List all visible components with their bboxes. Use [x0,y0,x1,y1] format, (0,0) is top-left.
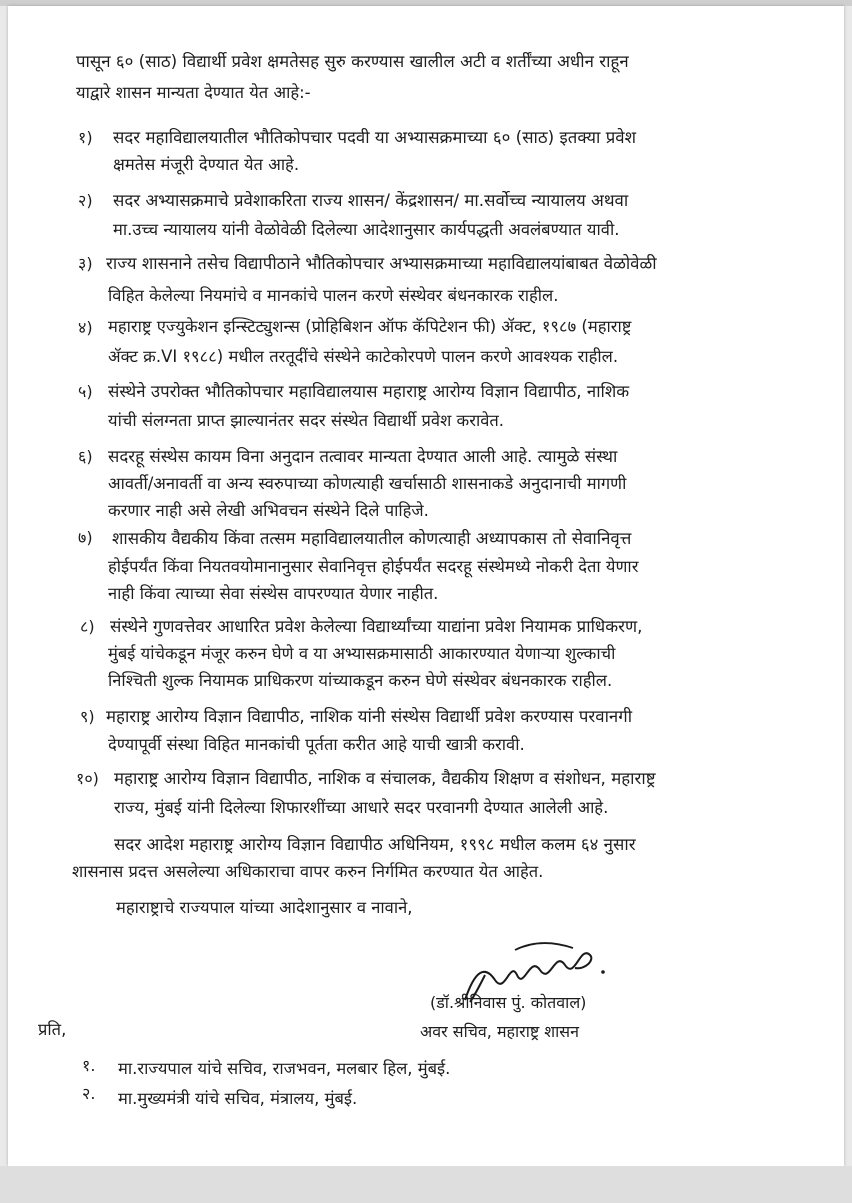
condition-line: करणार नाही असे लेखी अभिवचन संस्थेने दिले पाहिजे. [108,501,429,520]
condition-line: होईपर्यंत किंवा नियतवयोमानानुसार सेवानिवृत्त होईपर्यंत सदरहू संस्थेमध्ये नोकरी देता येणार [108,557,639,576]
signatory-name: (डॉ.श्रीनिवास पुं. कोतवाल) [430,993,587,1012]
recipient-line: मा.राज्यपाल यांचे सचिव, राजभवन, मलबार हिल, मुंबई. [118,1059,451,1078]
scan-bottom-edge [0,1166,852,1203]
condition-number: ५) [78,382,93,401]
condition-number: ६) [78,447,93,466]
condition-line: राज्य शासनाने तसेच विद्यापीठाने भौतिकोपचार अभ्यासक्रमाच्या महाविद्यालयांबाबत वेळोवेळी [106,253,657,273]
intro-line-2: याद्वारे शासन मान्यता देण्यात येत आहे:- [76,83,311,102]
condition-number: २) [78,191,93,210]
to-label: प्रति, [38,1020,67,1039]
condition-line: महाराष्ट्र एज्युकेशन इन्स्टिट्युशन्स (प्रोहिबिशन ऑफ कॅपिटेशन फी) ॲक्ट, १९८७ (महाराष्ट्र [108,317,632,336]
condition-line: मुंबई यांचेकडून मंजूर करुन घेणे व या अभ्यासक्रमासाठी आकारण्यात येणाऱ्या शुल्काची [108,644,616,663]
condition-line: मा.उच्च न्यायालय यांनी वेळोवेळी दिलेल्या आदेशानुसार कार्यपद्धती अवलंबण्यात यावी. [113,220,620,239]
condition-number: ३) [78,254,93,273]
governor-line: महाराष्ट्राचे राज्यपाल यांच्या आदेशानुसार व नावाने, [116,898,413,917]
condition-number: ७) [78,528,93,547]
condition-line: निश्चिती शुल्क नियामक प्राधिकरण यांच्याकडून करुन घेणे संस्थेवर बंधनकारक राहील. [108,671,613,690]
condition-line: आवर्ती/अनावर्ती वा अन्य स्वरुपाच्या कोणत्याही खर्चासाठी शासनाकडे अनुदानाची मागणी [108,474,627,493]
condition-line: महाराष्ट्र आरोग्य विज्ञान विद्यापीठ, नाशिक यांनी संस्थेस विद्यार्थी प्रवेश करण्यास परवानगी [106,706,633,726]
intro-line-1: पासून ६० (साठ) विद्यार्थी प्रवेश क्षमतेसह सुरु करण्यास खालील अटी व शर्तींच्या अधीन राहून [76,51,629,71]
condition-number: १०) [76,769,99,788]
recipient-number: १. [82,1056,96,1075]
condition-line: शासकीय वैद्यकीय किंवा तत्सम महाविद्यालयातील कोणत्याही अध्यापकास तो सेवानिवृत्त [112,528,632,548]
condition-line: क्षमतेस मंजूरी देण्यात येत आहे. [113,155,300,174]
condition-line: विहित केलेल्या नियमांचे व मानकांचे पालन करणे संस्थेवर बंधनकारक राहील. [108,286,559,305]
recipient-line: मा.मुख्यमंत्री यांचे सचिव, मंत्रालय, मुंबई. [118,1089,358,1108]
condition-line: राज्य, मुंबई यांनी दिलेल्या शिफारशींच्या आधारे सदर परवानगी देण्यात आलेली आहे. [114,798,609,817]
order-line-1: सदर आदेश महाराष्ट्र आरोग्य विज्ञान विद्यापीठ अधिनियम, १९९८ मधील कलम ६४ नुसार [114,834,636,854]
condition-line: यांची संलग्नता प्राप्त झाल्यानंतर सदर संस्थेत विद्यार्थी प्रवेश करावेत. [108,411,505,430]
condition-line: सदर महाविद्यालयातील भौतिकोपचार पदवी या अभ्यासक्रमाच्या ६० (साठ) इतक्या प्रवेश [113,127,637,147]
condition-number: ९) [80,707,95,726]
order-line-2: शासनास प्रदत्त असलेल्या अधिकाराचा वापर करुन निर्गमित करण्यात येत आहेत. [72,862,544,881]
condition-line: महाराष्ट्र आरोग्य विज्ञान विद्यापीठ, नाशिक व संचालक, वैद्यकीय शिक्षण व संशोधन, महाराष्ट्र [114,768,656,788]
signatory-designation: अवर सचिव, महाराष्ट्र शासन [420,1022,579,1041]
recipient-number: २. [82,1084,96,1103]
condition-line: संस्थेने उपरोक्त भौतिकोपचार महाविद्यालयास महाराष्ट्र आरोग्य विज्ञान विद्यापीठ, नाशिक [108,381,630,401]
condition-line: ॲक्ट क्र.VI १९८८) मधील तरतूदींचे संस्थेने काटेकोरपणे पालन करणे आवश्यक राहील. [108,347,619,366]
condition-number: ८) [80,617,95,636]
condition-number: १) [78,128,93,147]
condition-line: सदरहू संस्थेस कायम विना अनुदान तत्वावर मान्यता देण्यात आली आहे. त्यामुळे संस्था [108,446,618,466]
condition-number: ४) [78,318,93,337]
condition-line: सदर अभ्यासक्रमाचे प्रवेशाकरिता राज्य शासन/ केंद्रशासन/ मा.सर्वोच्च न्यायालय अथवा [113,190,629,210]
condition-line: नाही किंवा त्याच्या सेवा संस्थेस वापरण्यात येणार नाहीत. [108,584,439,603]
condition-line: संस्थेने गुणवत्तेवर आधारित प्रवेश केलेल्या विद्यार्थ्यांच्या याद्यांना प्रवेश नियामक प्राधिकरण, [110,616,643,636]
condition-line: देण्यापूर्वी संस्था विहित मानकांची पूर्तता करीत आहे याची खात्री करावी. [108,735,525,754]
